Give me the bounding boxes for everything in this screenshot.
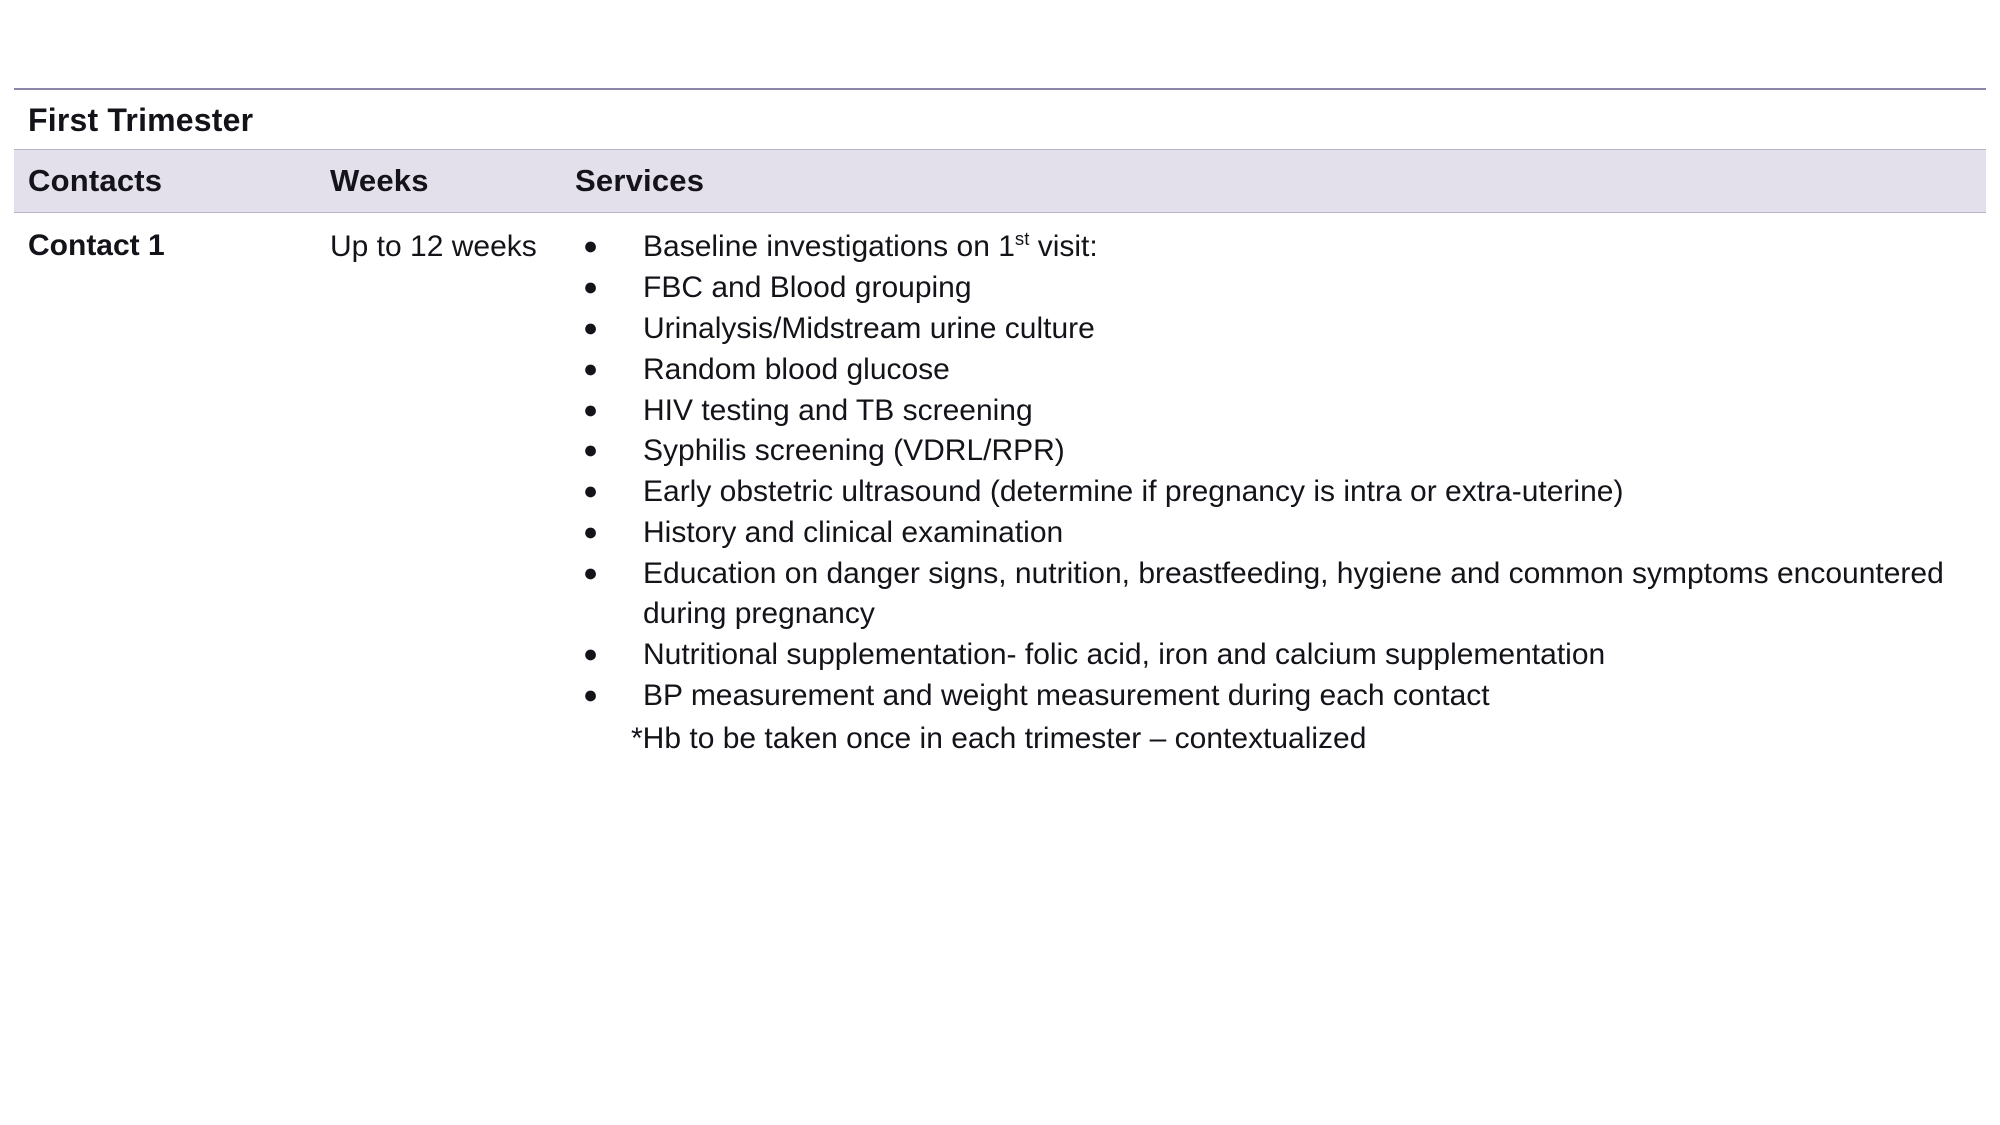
bullet-icon: ● [583,354,599,383]
list-item [575,431,1986,471]
list-item [575,676,1986,716]
list-item [575,635,1986,675]
list-item [575,227,1986,267]
list-item-label: Baseline investigations on 1st visit: [643,228,1098,263]
table-title-row [14,90,1986,149]
column-header-weeks: Weeks [330,163,429,198]
list-item [575,350,1986,390]
list-item-label: Random blood glucose [643,352,950,386]
bullet-icon: ● [583,477,599,506]
list-item-label: Education on danger signs, nutrition, breastfeeding, hygiene and common symptoms encountered during pregnancy [643,557,1953,631]
column-header-contacts: Contacts [28,163,163,198]
list-item [575,513,1986,553]
list-item-label: Early obstetric ultrasound (determine if pregnancy is intra or extra-uterine) [643,475,1624,509]
column-header-services: Services [575,163,705,198]
services-footnote: *Hb to be taken once in each trimester – contextualized [631,721,1367,755]
list-item-label: Nutritional supplementation- folic acid, iron and calcium supplementation [643,637,1606,671]
services-list [575,227,1986,716]
bullet-icon: ● [583,639,599,668]
table-row [14,213,1986,759]
bullet-icon: ● [583,272,599,301]
bullet-icon: ● [583,313,599,342]
bullet-icon: ● [583,395,599,424]
bullet-icon: ● [583,232,599,260]
list-item [575,268,1986,308]
list-item-label: HIV testing and TB screening [643,393,1033,427]
bullet-icon: ● [583,680,599,709]
list-item [575,391,1986,431]
cell-contact-label: Contact 1 [28,229,165,262]
list-item-label: BP measurement and weight measurement during each contact [643,678,1490,712]
list-item-label: Syphilis screening (VDRL/RPR) [643,434,1065,468]
list-item [575,472,1986,512]
cell-services-value [569,227,1986,759]
bullet-icon: ● [583,559,599,588]
table-header-row [14,149,1986,213]
page-title: First Trimester [28,102,254,138]
bullet-icon: ● [583,518,599,547]
list-item [575,554,1986,634]
list-item-label: FBC and Blood grouping [643,270,972,304]
cell-weeks-value: Up to 12 weeks [330,230,537,263]
first-trimester-table [14,88,1986,759]
list-item-label: Urinalysis/Midstream urine culture [643,311,1095,345]
bullet-icon: ● [583,436,599,465]
list-item-label: History and clinical examination [643,516,1064,550]
list-item [575,309,1986,349]
